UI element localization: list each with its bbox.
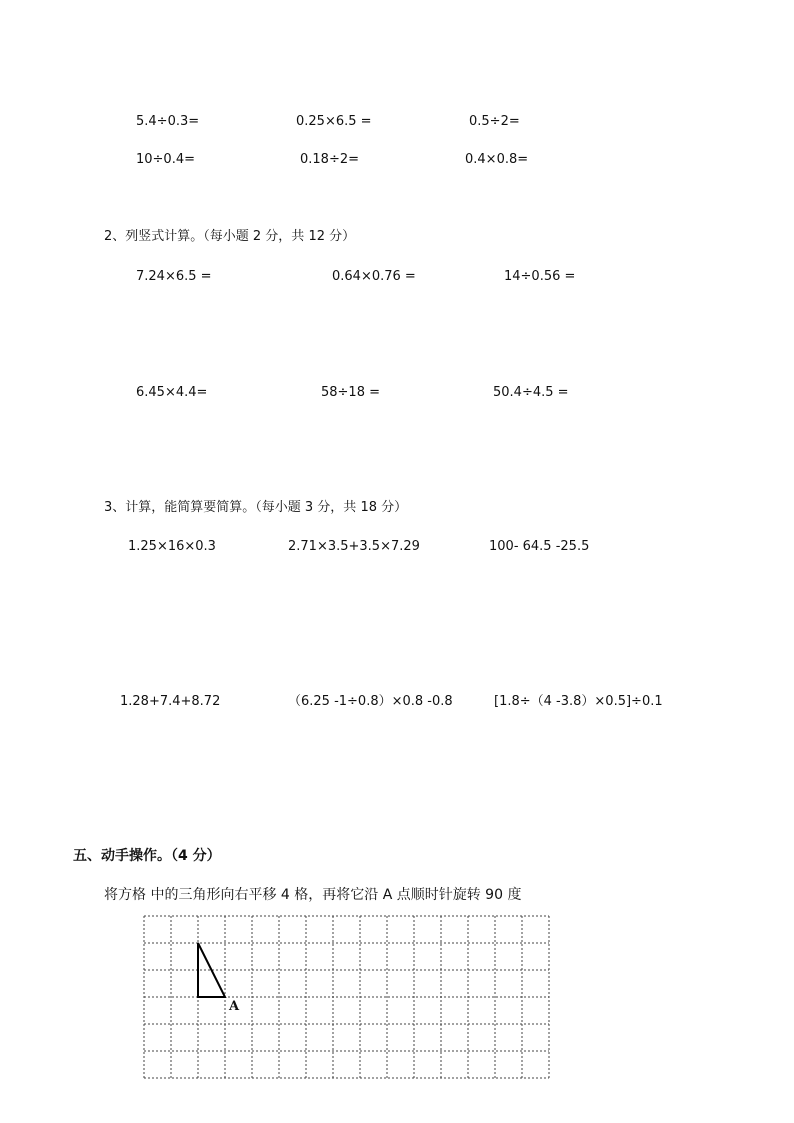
q2-problem-2: 0.64×0.76 = — [332, 269, 416, 284]
q3-problem-4: 1.28+7.4+8.72 — [120, 694, 221, 709]
problem-4: 10÷0.4= — [136, 152, 196, 167]
problem-1: 5.4÷0.3= — [136, 114, 200, 129]
point-a-label: A — [229, 999, 240, 1014]
q2-problem-3: 14÷0.56 = — [504, 269, 576, 284]
q2-problem-1: 7.24×6.5 = — [136, 269, 212, 284]
section-5-instruction: 将方格 中的三角形向右平移 4 格，再将它沿 A 点顺时针旋转 90 度 — [104, 887, 522, 903]
problem-6: 0.4×0.8= — [465, 152, 529, 167]
q3-problem-5: （6.25 -1÷0.8）×0.8 -0.8 — [288, 694, 453, 709]
q2-title: 2、列竖式计算。（每小题 2 分，共 12 分） — [104, 229, 356, 244]
q3-problem-3: 100- 64.5 -25.5 — [489, 539, 590, 554]
q3-problem-1: 1.25×16×0.3 — [128, 539, 216, 554]
problem-3: 0.5÷2= — [469, 114, 520, 129]
problem-2: 0.25×6.5 = — [296, 114, 372, 129]
section-5-title: 五、动手操作。（4 分） — [73, 848, 221, 864]
q2-problem-5: 58÷18 = — [321, 385, 381, 400]
q2-problem-6: 50.4÷4.5 = — [493, 385, 569, 400]
q3-problem-6: [1.8÷（4 -3.8）×0.5]÷0.1 — [494, 694, 663, 709]
q2-problem-4: 6.45×4.4= — [136, 385, 208, 400]
problem-5: 0.18÷2= — [300, 152, 360, 167]
q3-problem-2: 2.71×3.5+3.5×7.29 — [288, 539, 420, 554]
q3-title: 3、计算，能简算要简算。（每小题 3 分，共 18 分） — [104, 500, 408, 515]
